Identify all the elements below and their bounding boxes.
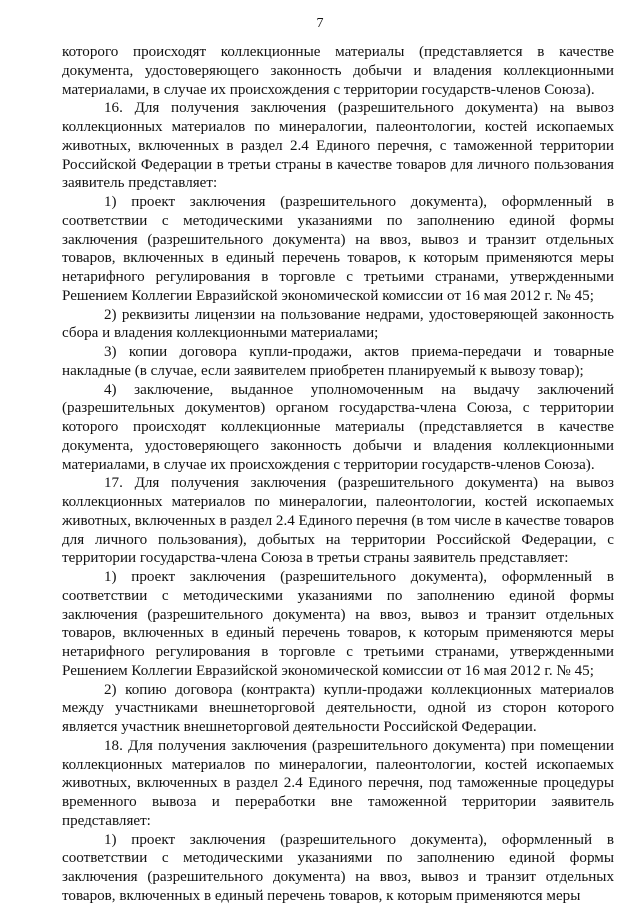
document-body: [62, 43, 614, 906]
paragraph-16-3: 3) копии договора купли-продажи, актов приема-передачи и товарные накладные (в случае, если заявителем приобретен планируемый к вывозу товар);: [62, 344, 614, 379]
page-number: 7: [316, 16, 324, 31]
paragraph-16-1: 1) проект заключения (разрешительного документа), оформленный в соответствии с методическими указаниями по заполнению единой формы заключения (разрешительного документа) на ввоз, вывоз и транзит отдельных товаров, включенных в единый перечень товаров, к которым применяются меры нетарифного регулирования в торговле с третьими странами, утвержденными Решением Коллегии Евразийской экономической комиссии от 16 мая 2012 г. № 45;: [62, 194, 614, 304]
paragraph-continuation: которого происходят коллекционные материалы (представляется в качестве документа, удостоверяющего законность добычи и владения коллекционными материалами, в случае их происхождения с территории государств-членов Союза).: [62, 44, 614, 98]
paragraph-18-1: 1) проект заключения (разрешительного документа), оформленный в соответствии с методическими указаниями по заполнению единой формы заключения (разрешительного документа) на ввоз, вывоз и транзит отдельных товаров, включенных в единый перечень товаров, к которым применяются меры: [62, 831, 614, 904]
paragraph-17-1: 1) проект заключения (разрешительного документа), оформленный в соответствии с методическими указаниями по заполнению единой формы заключения (разрешительного документа) на ввоз, вывоз и транзит отдельных товаров, включенных в единый перечень товаров, к которым применяются меры нетарифного регулирования в торговле с третьими странами, утвержденными Решением Коллегии Евразийской экономической комиссии от 16 мая 2012 г. № 45;: [62, 569, 614, 679]
paragraph-item-16: 16. Для получения заключения (разрешительного документа) на вывоз коллекционных материалов по минералогии, палеонтологии, костей ископаемых животных, включенных в раздел 2.4 Единого перечня, с таможенной территории Российской Федерации в третьи страны в качестве товаров для личного пользования заявитель представляет:: [62, 100, 614, 192]
paragraph-item-18: 18. Для получения заключения (разрешительного документа) при помещении коллекционных материалов по минералогии, палеонтологии, костей ископаемых животных, включенных в раздел 2.4 Единого перечня, под таможенные процедуры временного вывоза и переработки вне таможенной территории заявитель представляет:: [62, 737, 614, 829]
paragraph-17-2: 2) копию договора (контракта) купли-продажи коллекционных материалов между участниками внешнеторговой деятельности, одной из сторон которого является участник внешнеторговой деятельности Российской Федерации.: [62, 681, 614, 735]
paragraph-item-17: 17. Для получения заключения (разрешительного документа) на вывоз коллекционных материалов по минералогии, палеонтологии, костей ископаемых животных, включенных в раздел 2.4 Единого перечня (в том числе в качестве товаров для личного пользования), добытых на территории Российской Федерации, с территории государства-члена Союза в третьи страны заявитель представляет:: [62, 475, 614, 567]
paragraph-16-4: 4) заключение, выданное уполномоченным на выдачу заключений (разрешительных документов) органом государства-члена Союза, с территории которого происходят коллекционные материалы (представляется в качестве документа, удостоверяющего законность добычи и владения коллекционными материалами, в случае их происхождения с территории государств-членов Союза).: [62, 381, 614, 473]
paragraph-16-2: 2) реквизиты лицензии на пользование недрами, удостоверяющей законность сбора и владения коллекционными материалами;: [62, 306, 614, 342]
